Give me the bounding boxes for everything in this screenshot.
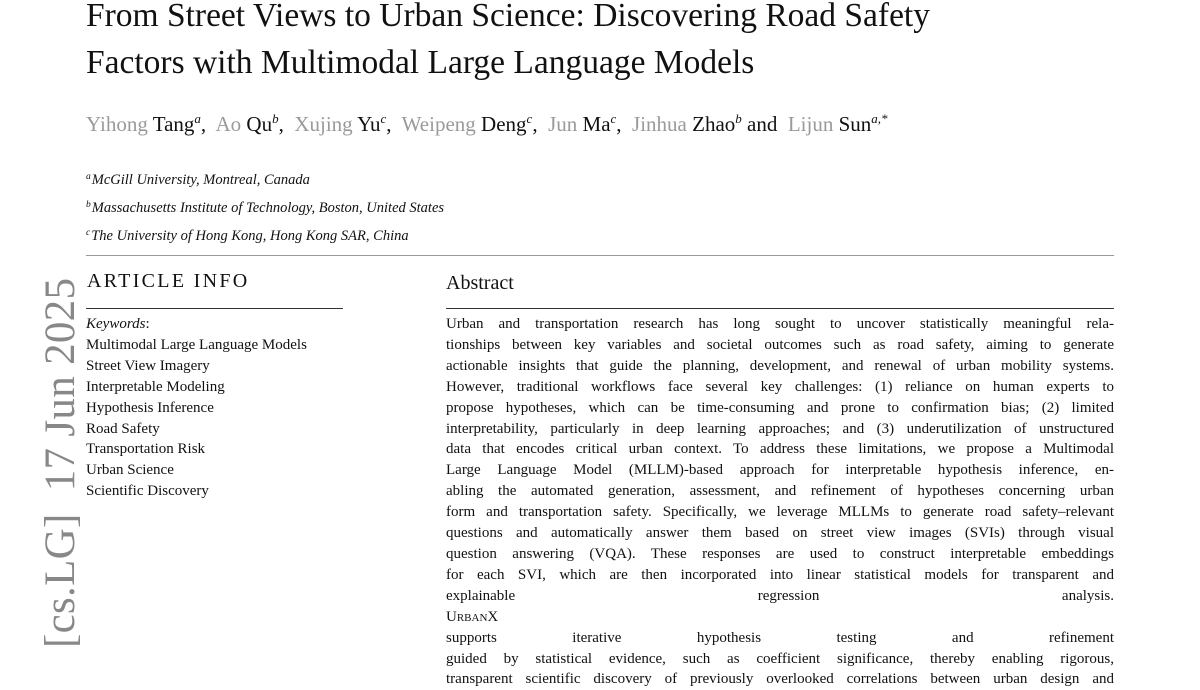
affiliation bbox=[86, 193, 444, 221]
abstract-line-composite bbox=[446, 586, 1114, 649]
article-info-heading: ARTICLE INFO bbox=[87, 270, 250, 292]
author-list bbox=[86, 111, 888, 137]
affiliation bbox=[86, 221, 444, 249]
keyword: Street View Imagery bbox=[86, 357, 210, 374]
arxiv-category: [cs.LG] bbox=[37, 513, 84, 648]
abstract-line: question answering (VQA). These responses are used to construct interpretable embeddings bbox=[446, 545, 1114, 562]
abstract-line: Large Language Model (MLLM)-based approach for interpretable hypothesis inference, en- bbox=[446, 462, 1114, 479]
author bbox=[216, 112, 284, 136]
affiliation-mark: b bbox=[86, 200, 91, 210]
author-family-name: Yu bbox=[357, 112, 381, 136]
arxiv-date: 17 Jun 2025 bbox=[37, 277, 84, 492]
author-affiliation-mark: b bbox=[735, 111, 742, 126]
affiliation-text: Massachusetts Institute of Technology, Boston, United States bbox=[91, 200, 445, 216]
abstract-line: tionships between key variables and societal outcomes such as road safety, aiming to generate bbox=[446, 336, 1114, 353]
affiliation-mark: c bbox=[86, 228, 91, 238]
abstract-line: questions and automatically answer them based on street view images (SVIs) through visual bbox=[446, 525, 1114, 542]
affiliation-text: The University of Hong Kong, Hong Kong SAR, China bbox=[91, 228, 409, 244]
abstract-divider bbox=[446, 308, 1114, 309]
arxiv-category-code: cs.LG bbox=[37, 527, 84, 634]
author bbox=[548, 112, 621, 136]
abstract-line: form and transportation safety. Specifically, we leverage MLLMs to generate road safety–relevant bbox=[446, 504, 1114, 521]
author bbox=[402, 112, 538, 136]
author-affiliation-mark: c bbox=[380, 111, 387, 126]
author-family-name: Ma bbox=[582, 112, 611, 136]
author-separator: , bbox=[278, 112, 284, 136]
author-family-name: Sun bbox=[838, 112, 872, 136]
author-family-name: Deng bbox=[481, 112, 527, 136]
abstract-line: interpretability, particularly in deep learning approaches; and (3) underutilization of unstructured bbox=[446, 420, 1114, 437]
author-family-name: Qu bbox=[246, 112, 273, 136]
keyword: Road Safety bbox=[86, 420, 160, 437]
affiliation-mark: a bbox=[86, 172, 91, 182]
keywords-block bbox=[86, 314, 307, 502]
abstract-line: guided by statistical evidence, such as coefficient significance, thereby enabling rigorous, bbox=[446, 650, 1114, 667]
keyword: Hypothesis Inference bbox=[86, 399, 214, 416]
author-given-name: Jun bbox=[548, 112, 578, 136]
abstract-line-part: explainable regression analysis. bbox=[446, 587, 1114, 604]
abstract-line: actionable insights that guide the planning, development, and renewal of urban mobility systems. bbox=[446, 357, 1114, 374]
keywords-label-line: Keywords: bbox=[86, 316, 150, 332]
keyword: Multimodal Large Language Models bbox=[86, 336, 307, 353]
abstract-line: However, traditional workflows face several key challenges: (1) reliance on human experts to bbox=[446, 378, 1114, 395]
author-family-name: Zhao bbox=[692, 112, 736, 136]
keywords-label: Keywords bbox=[86, 316, 146, 332]
author-affiliation-mark: b bbox=[272, 111, 279, 126]
author-separator: , bbox=[616, 112, 622, 136]
author-affiliation-mark: a,* bbox=[871, 111, 888, 126]
author-affiliation-mark: c bbox=[526, 111, 533, 126]
article-info-divider bbox=[86, 308, 343, 309]
paper-title bbox=[86, 0, 1146, 86]
abstract-line: propose hypotheses, which can be time-consuming and prone to confirmation bias; (2) limited bbox=[446, 399, 1114, 416]
header-divider bbox=[86, 255, 1114, 256]
author-separator: , bbox=[532, 112, 538, 136]
author bbox=[788, 112, 888, 136]
author bbox=[632, 112, 777, 136]
author-given-name: Xujing bbox=[294, 112, 353, 136]
abstract-body bbox=[446, 314, 1114, 690]
abstract-heading: Abstract bbox=[446, 272, 514, 294]
author-separator: , bbox=[386, 112, 392, 136]
author-given-name: Weipeng bbox=[401, 112, 476, 136]
author bbox=[294, 112, 391, 136]
abstract-line: data that encodes critical urban context. To address these limitations, we propose a Multimodal bbox=[446, 441, 1114, 458]
affiliation-list bbox=[86, 165, 444, 249]
keyword: Transportation Risk bbox=[86, 441, 206, 458]
abstract-line: for each SVI, which are then incorporated into linear statistical models for transparent and bbox=[446, 566, 1114, 583]
author-separator: and bbox=[741, 112, 778, 136]
title-line: From Street Views to Urban Science: Discovering Road Safety bbox=[86, 0, 930, 34]
abstract-line: abling the automated generation, assessment, and refinement of hypotheses concerning urban bbox=[446, 483, 1114, 500]
author-given-name: Yihong bbox=[86, 112, 148, 136]
abstract-line: transparent scientific discovery of previously overlooked correlations between urban design and bbox=[446, 671, 1114, 688]
author-affiliation-mark: c bbox=[610, 111, 617, 126]
affiliation bbox=[86, 165, 444, 193]
abstract-line-part: supports iterative hypothesis testing and refinement bbox=[446, 629, 1114, 646]
author-given-name: Jinhua bbox=[632, 112, 687, 136]
author-affiliation-mark: a bbox=[194, 111, 201, 126]
author bbox=[86, 112, 206, 136]
author-family-name: Tang bbox=[152, 112, 195, 136]
keyword: Urban Science bbox=[86, 462, 174, 479]
system-name: UrbanX bbox=[446, 608, 499, 625]
keyword: Scientific Discovery bbox=[86, 483, 209, 500]
author-given-name: Lijun bbox=[787, 112, 834, 136]
arxiv-stamp bbox=[36, 278, 85, 648]
author-given-name: Ao bbox=[215, 112, 242, 136]
affiliation-text: McGill University, Montreal, Canada bbox=[91, 172, 310, 188]
abstract-line: Urban and transportation research has long sought to uncover statistically meaningful rela- bbox=[446, 316, 1114, 332]
keyword: Interpretable Modeling bbox=[86, 378, 225, 395]
author-separator: , bbox=[200, 112, 207, 136]
title-line: Factors with Multimodal Large Language Models bbox=[86, 44, 755, 81]
